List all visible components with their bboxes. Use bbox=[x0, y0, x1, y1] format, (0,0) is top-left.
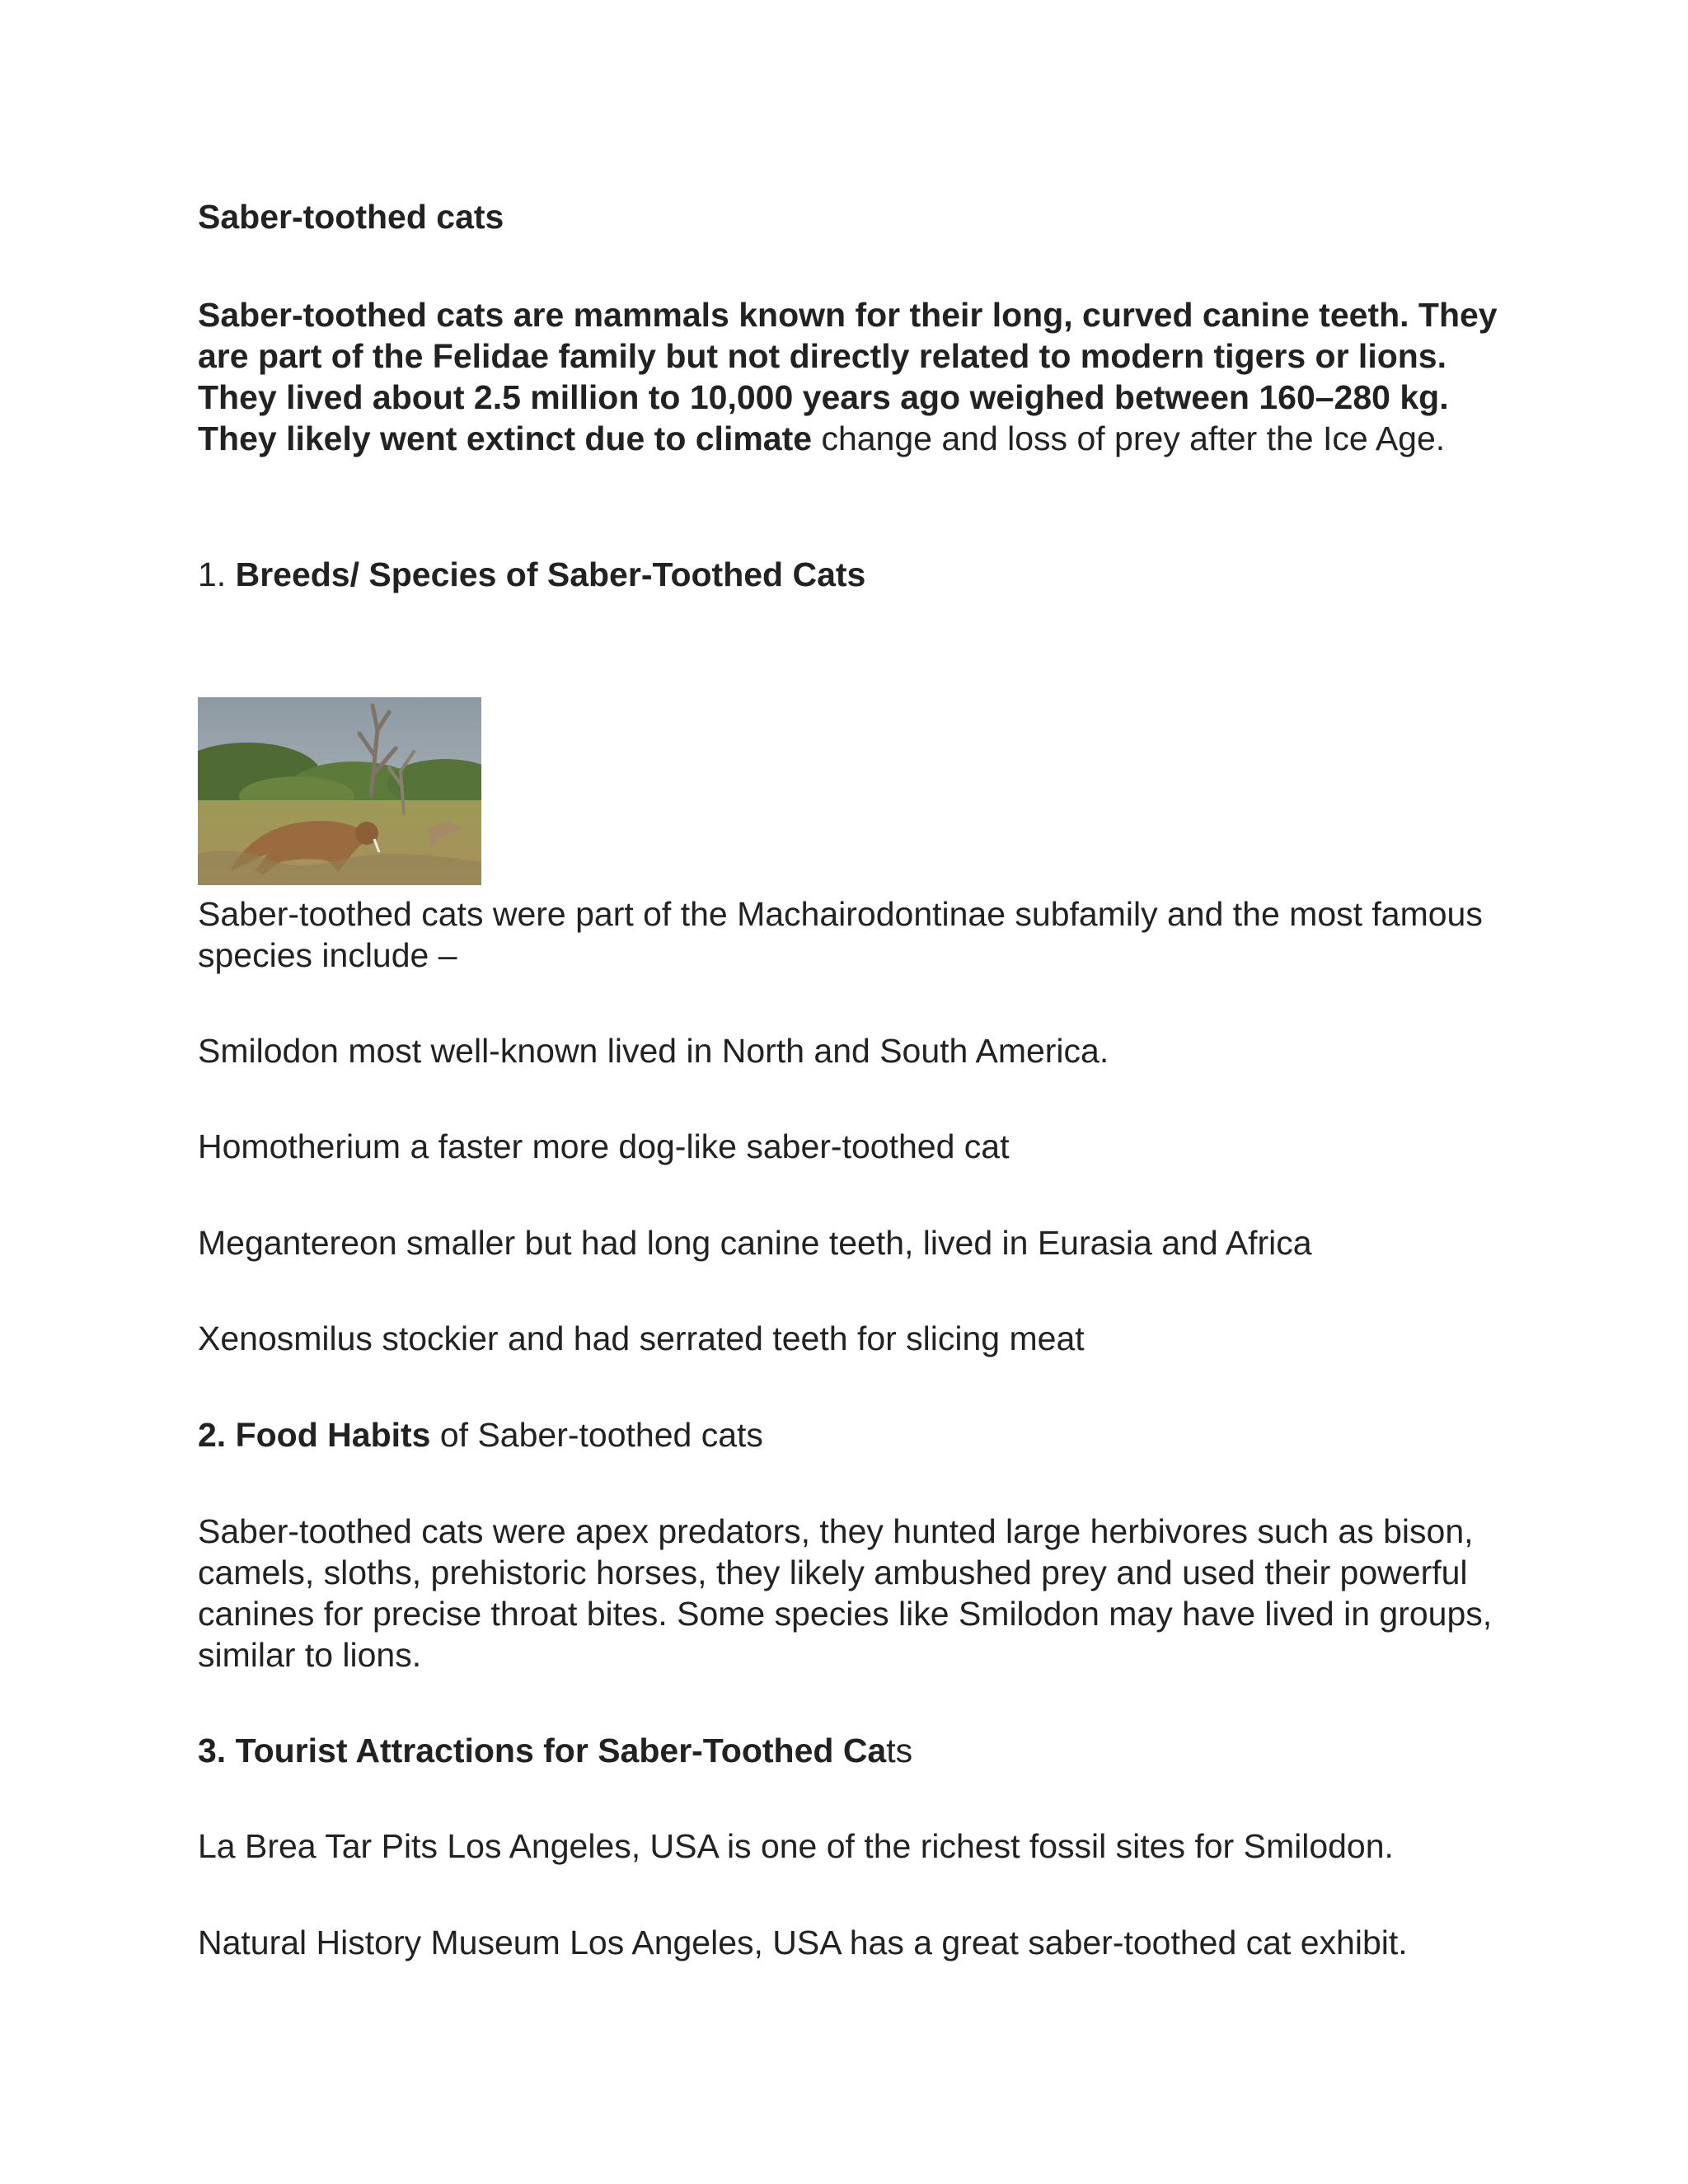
section2-heading bbox=[198, 1414, 1517, 1455]
section2-body-text: Saber-toothed cats were apex predators, they hunted large herbivores such as bison, camels, sloths, prehistoric horses, they likely ambushed prey and used their powerful canines for precise throat bites. Some species like Smilodon may have lived in groups, similar to lions. bbox=[198, 1512, 1493, 1674]
intro-bold-text: Saber-toothed cats are mammals known for their long, curved canine teeth. They are part of the Felidae family but not directly related to modern tigers or lions. They lived about 2.5 million to 10,000 years ago weighed between 160–280 kg. They likely went extinct due to climate bbox=[198, 296, 1498, 457]
attraction-item-nhm: Natural History Museum Los Angeles, USA has a great saber-toothed cat exhibit. bbox=[198, 1924, 1408, 1961]
intro-normal-text: change and loss of prey after the Ice Age. bbox=[812, 419, 1446, 457]
section1-heading-text: Breeds/ Species of Saber-Toothed Cats bbox=[235, 555, 866, 593]
species-item-homotherium: Homotherium a faster more dog-like saber-toothed cat bbox=[198, 1127, 1010, 1165]
section1-heading bbox=[198, 554, 1517, 595]
species-item-megantereon: Megantereon smaller but had long canine teeth, lived in Eurasia and Africa bbox=[198, 1224, 1312, 1262]
attraction-item-la-brea: La Brea Tar Pits Los Angeles, USA is one of the richest fossil sites for Smilodon. bbox=[198, 1827, 1394, 1865]
section3-heading-normal: ts bbox=[886, 1732, 913, 1769]
section1-number: 1. bbox=[198, 555, 236, 593]
section3-heading-bold: 3. Tourist Attractions for Saber-Toothed Ca bbox=[198, 1732, 887, 1769]
document-title: Saber-toothed cats bbox=[198, 198, 504, 236]
section3-heading bbox=[198, 1730, 1517, 1771]
saber-toothed-cat-photo bbox=[198, 697, 481, 885]
section2-heading-bold: 2. Food Habits bbox=[198, 1416, 431, 1454]
section2-heading-normal: of Saber-toothed cats bbox=[430, 1416, 763, 1454]
species-item-xenosmilus: Xenosmilus stockier and had serrated teeth for slicing meat bbox=[198, 1319, 1085, 1357]
species-item-smilodon: Smilodon most well-known lived in North and South America. bbox=[198, 1032, 1109, 1070]
section1-intro-text: Saber-toothed cats were part of the Machairodontinae subfamily and the most famous species include – bbox=[198, 895, 1483, 974]
intro-paragraph bbox=[198, 294, 1500, 459]
